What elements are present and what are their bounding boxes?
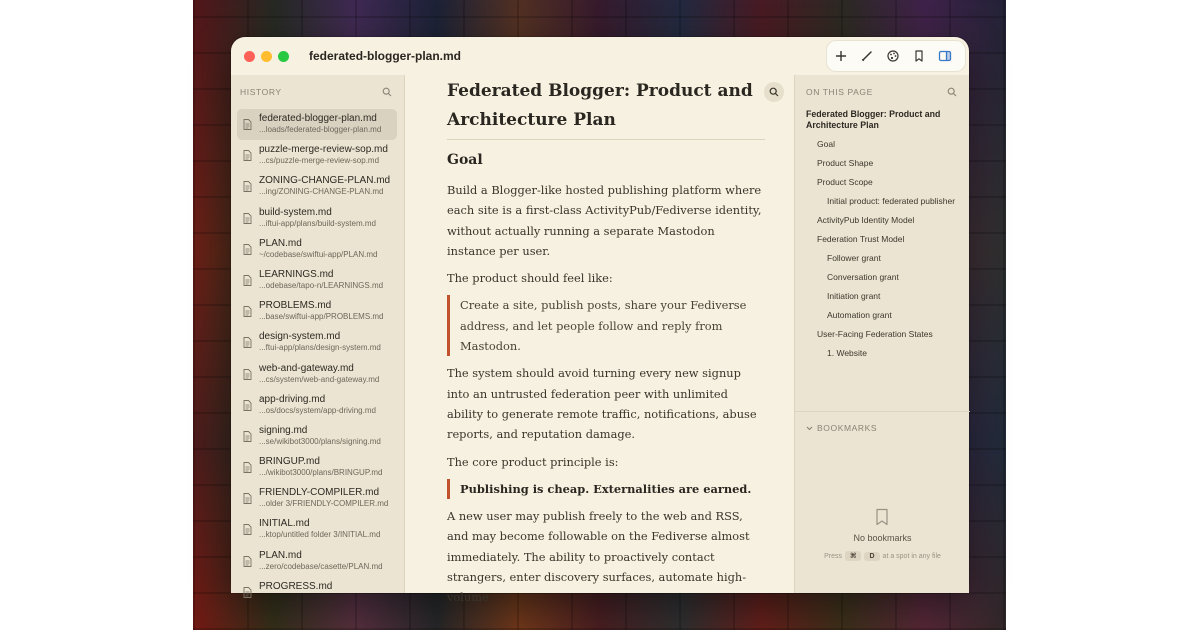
toc-item[interactable]: Initiation grant xyxy=(827,291,881,301)
hint-press: Press xyxy=(824,552,842,560)
history-item-path: ...ing/ZONING-CHANGE-PLAN.md xyxy=(259,187,384,197)
document-icon xyxy=(243,213,252,224)
document-icon xyxy=(243,369,252,380)
history-item[interactable] xyxy=(237,390,397,421)
outline-panel xyxy=(794,75,969,593)
document-icon xyxy=(243,150,252,161)
bookmark-hint xyxy=(795,551,970,561)
history-item-name: signing.md xyxy=(259,424,308,436)
document-icon xyxy=(243,119,252,130)
document-content xyxy=(447,77,765,615)
document-search-button[interactable] xyxy=(764,82,784,102)
history-item-path: ...cs/puzzle-merge-review-sop.md xyxy=(259,156,380,166)
toc-list xyxy=(795,109,970,367)
toc-item[interactable]: Federated Blogger: Product and Architecture Plan xyxy=(806,109,941,130)
history-item[interactable] xyxy=(237,327,397,358)
document-view xyxy=(411,75,794,605)
search-icon[interactable] xyxy=(382,87,392,97)
history-item[interactable] xyxy=(237,359,397,390)
chevron-down-icon xyxy=(806,425,813,432)
history-item-path: ...os/docs/system/app-driving.md xyxy=(259,405,376,415)
history-item[interactable] xyxy=(237,296,397,327)
hint-rest: at a spot in any file xyxy=(882,552,941,560)
history-item[interactable] xyxy=(237,171,397,202)
window-title: federated-blogger-plan.md xyxy=(309,49,462,63)
toc-item[interactable]: Product Shape xyxy=(817,158,874,168)
history-item-name: web-and-gateway.md xyxy=(259,362,354,374)
pen-icon[interactable] xyxy=(857,46,877,66)
history-heading: HISTORY xyxy=(240,87,282,97)
toc-item[interactable]: Goal xyxy=(817,139,835,149)
history-item-path: ...iftui-app/plans/build-system.md xyxy=(259,218,376,228)
key-d: D xyxy=(864,552,879,561)
document-icon xyxy=(243,587,252,598)
toc-heading: ON THIS PAGE xyxy=(806,87,873,97)
toc-item[interactable]: Initial product: federated publisher xyxy=(827,196,956,206)
zoom-window-button[interactable] xyxy=(278,51,289,62)
history-item-name: BRINGUP.md xyxy=(259,456,320,468)
history-item-name: PROBLEMS.md xyxy=(259,300,332,312)
search-icon xyxy=(769,87,779,97)
document-icon xyxy=(243,524,252,535)
history-item-path: ...odebase/tapo-n/LEARNINGS.md xyxy=(259,280,384,290)
document-icon xyxy=(243,431,252,442)
toc-item[interactable]: Conversation grant xyxy=(827,272,899,282)
history-item-name: build-system.md xyxy=(259,206,332,218)
bookmark-icon[interactable] xyxy=(909,46,929,66)
history-item-name: design-system.md xyxy=(259,331,341,343)
document-icon xyxy=(243,493,252,504)
history-item[interactable] xyxy=(237,234,397,265)
bookmarks-header[interactable] xyxy=(806,423,877,433)
blockquote: Create a site, publish posts, share your Fediverse address, and let people follow and reply from Mastodon. xyxy=(447,295,765,356)
document-icon xyxy=(243,275,252,286)
history-list xyxy=(237,109,397,608)
blockquote-principle: Publishing is cheap. Externalities are earned. xyxy=(447,479,765,499)
history-item-name: PLAN.md xyxy=(259,549,302,561)
toolbar xyxy=(827,41,965,71)
history-item-path: ...loads/federated-blogger-plan.md xyxy=(259,125,382,134)
history-item-name: PLAN.md xyxy=(259,237,302,249)
history-item-name: PROGRESS.md xyxy=(259,580,333,592)
history-item[interactable] xyxy=(237,265,397,296)
bookmarks-heading: BOOKMARKS xyxy=(817,423,878,433)
heading-goal: Goal xyxy=(447,152,483,168)
document-icon xyxy=(243,244,252,255)
history-item[interactable] xyxy=(237,546,397,577)
sidebar-icon[interactable] xyxy=(935,46,955,66)
history-item[interactable] xyxy=(237,577,397,608)
toc-item[interactable]: Follower grant xyxy=(827,253,881,263)
bookmark-icon xyxy=(875,508,889,526)
history-item[interactable] xyxy=(237,140,397,171)
document-icon xyxy=(243,306,252,317)
history-item-path: .../wikibot3000/plans/BRINGUP.md xyxy=(259,468,383,478)
history-item-name: ZONING-CHANGE-PLAN.md xyxy=(259,175,391,187)
history-item-name: app-driving.md xyxy=(259,393,326,405)
search-icon[interactable] xyxy=(947,87,957,97)
history-item[interactable] xyxy=(237,203,397,234)
history-item-path: ...cs/system/web-and-gateway.md xyxy=(259,374,380,384)
paragraph: Build a Blogger-like hosted publishing platform where each site is a first-class ActivityPub/Fediverse identity, without actually running a separate Mastodon instance per user. xyxy=(447,183,762,258)
document-icon xyxy=(243,181,252,192)
history-item-name: FRIENDLY-COMPILER.md xyxy=(259,487,380,499)
history-item-path: ~/codebase/swiftui-app/PLAN.md xyxy=(259,249,378,259)
paragraph: The core product principle is: xyxy=(447,454,619,469)
history-item-name: federated-blogger-plan.md xyxy=(259,113,377,124)
document-icon xyxy=(243,462,252,473)
toc-item[interactable]: Federation Trust Model xyxy=(817,234,905,244)
paragraph: The system should avoid turning every new signup into an untrusted federation peer with unlimited ability to generate remote traffic, notifications, abuse reports, and reputation damage. xyxy=(447,366,757,442)
close-window-button[interactable] xyxy=(244,51,255,62)
history-item-name: puzzle-merge-review-sop.md xyxy=(259,144,388,156)
paragraph: A new user may publish freely to the web and RSS, and may become followable on the Fediverse almost immediately. The ability to proactively contact strangers, enter discovery surfaces, automate high-volume xyxy=(447,509,750,605)
palette-icon[interactable] xyxy=(883,46,903,66)
history-item[interactable] xyxy=(237,514,397,545)
history-item[interactable] xyxy=(237,483,397,514)
history-item-path: ...ftui-app/plans/design-system.md xyxy=(259,343,381,353)
history-item-path: ...ktop/untitled folder 3/INITIAL.md xyxy=(259,530,381,540)
history-item-path: ...older 3/FRIENDLY-COMPILER.md xyxy=(259,499,389,509)
history-item[interactable] xyxy=(237,452,397,483)
divider xyxy=(795,411,970,412)
toc-item[interactable]: Automation grant xyxy=(827,310,892,320)
history-item[interactable] xyxy=(237,109,397,140)
key-command: ⌘ xyxy=(845,551,862,561)
toc-item[interactable]: Product Scope xyxy=(817,177,873,187)
document-icon xyxy=(243,556,252,567)
minimize-window-button[interactable] xyxy=(261,51,272,62)
document-icon xyxy=(243,400,252,411)
plus-icon[interactable] xyxy=(831,46,851,66)
paragraph: The product should feel like: xyxy=(447,271,613,286)
history-item[interactable] xyxy=(237,421,397,452)
history-item-name: LEARNINGS.md xyxy=(259,268,334,280)
toc-item[interactable]: ActivityPub Identity Model xyxy=(817,215,915,225)
document-icon xyxy=(243,337,252,348)
history-item-path: ...base/swiftui-app/PROBLEMS.md xyxy=(259,312,384,322)
toc-item[interactable]: 1. Website xyxy=(827,348,868,358)
title-bar xyxy=(231,37,969,75)
toc-item[interactable]: User-Facing Federation States xyxy=(817,329,933,339)
no-bookmarks-text: No bookmarks xyxy=(853,533,912,543)
app-window xyxy=(231,37,969,605)
history-sidebar xyxy=(231,75,405,593)
history-item-path: ...zero/codebase/casette/PLAN.md xyxy=(259,561,383,571)
history-item-path: ...se/wikibot3000/plans/signing.md xyxy=(259,436,381,446)
history-item-name: INITIAL.md xyxy=(259,518,310,530)
document-title: Federated Blogger: Product and Architecture Plan xyxy=(447,77,765,140)
